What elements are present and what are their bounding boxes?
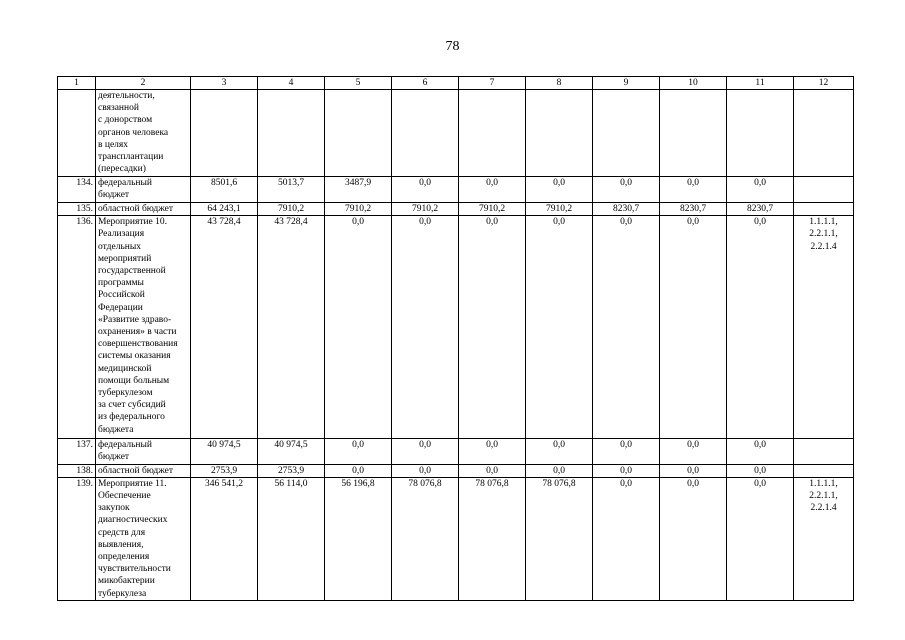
value-cell-col-4: 7910,2 [258, 203, 325, 216]
column-number-3: 3 [191, 77, 258, 90]
value-cell-col-4: 5013,7 [258, 177, 325, 203]
table-row [58, 439, 854, 464]
description-line: закупок [98, 503, 130, 514]
column-number-4: 4 [258, 77, 325, 90]
indicator-code: 2.2.1.1, [809, 229, 838, 240]
description-line: Мероприятие 10. [98, 217, 168, 228]
value-cell-col-7: 78 076,8 [459, 477, 526, 600]
table-row [58, 216, 854, 439]
value-cell-col-5: 0,0 [325, 464, 392, 477]
value-cell-col-3: 43 728,4 [191, 216, 258, 439]
description-line: диагностических [98, 515, 168, 526]
description-line: с донорством [98, 115, 153, 126]
column-number-10: 10 [660, 77, 727, 90]
value-cell-col-10 [660, 90, 727, 177]
value-cell-col-11: 8230,7 [727, 203, 794, 216]
description-line: выявления, [98, 539, 144, 550]
description-line: за счет субсидий [98, 400, 166, 411]
value-cell-col-6 [392, 90, 459, 177]
description-line: Федерации [98, 302, 143, 313]
description-line: бюджет [98, 190, 130, 201]
description-line: Российской [98, 290, 145, 301]
value-cell-col-11: 0,0 [727, 464, 794, 477]
description-line: охранения» в части [98, 327, 177, 338]
value-cell-col-4 [258, 90, 325, 177]
value-cell-col-6: 0,0 [392, 216, 459, 439]
value-cell-col-7: 0,0 [459, 464, 526, 477]
column-number-5: 5 [325, 77, 392, 90]
value-cell-col-6: 0,0 [392, 464, 459, 477]
column-number-6: 6 [392, 77, 459, 90]
row-description [96, 477, 191, 600]
description-line: бюджет [98, 452, 130, 463]
value-cell-col-9: 0,0 [593, 439, 660, 464]
table-row [58, 477, 854, 600]
budget-table [57, 76, 854, 601]
column-number-12: 12 [794, 77, 854, 90]
value-cell-col-5: 3487,9 [325, 177, 392, 203]
table-row [58, 90, 854, 177]
value-cell-col-3: 64 243,1 [191, 203, 258, 216]
value-cell-col-9: 8230,7 [593, 203, 660, 216]
description-line: Мероприятие 11. [98, 478, 167, 489]
target-indicator-codes [794, 216, 854, 439]
value-cell-col-7: 7910,2 [459, 203, 526, 216]
description-line: совершенствования [98, 339, 178, 350]
indicator-code: 1.1.1.1, [809, 217, 838, 228]
row-number: 135. [58, 203, 96, 216]
value-cell-col-8: 7910,2 [526, 203, 593, 216]
description-line: областной бюджет [98, 204, 174, 214]
value-cell-col-10: 0,0 [660, 177, 727, 203]
value-cell-col-8: 0,0 [526, 464, 593, 477]
value-cell-col-8: 0,0 [526, 216, 593, 439]
value-cell-col-10: 0,0 [660, 477, 727, 600]
value-cell-col-5: 0,0 [325, 216, 392, 439]
value-cell-col-11: 0,0 [727, 477, 794, 600]
value-cell-col-3: 40 974,5 [191, 439, 258, 464]
description-line: (пересадки) [98, 164, 146, 175]
value-cell-col-3: 2753,9 [191, 464, 258, 477]
target-indicator-codes [794, 90, 854, 177]
description-line: системы оказания [98, 351, 171, 362]
description-line: Реализация [98, 229, 145, 240]
value-cell-col-4: 2753,9 [258, 464, 325, 477]
description-line: органов человека [98, 127, 169, 138]
value-cell-col-4: 56 114,0 [258, 477, 325, 600]
description-line: федеральный [98, 440, 152, 451]
row-number [58, 90, 96, 177]
value-cell-col-5: 7910,2 [325, 203, 392, 216]
description-line: связанной [98, 103, 139, 114]
column-number-2: 2 [96, 77, 191, 90]
value-cell-col-6: 78 076,8 [392, 477, 459, 600]
description-line: государственной [98, 266, 166, 277]
row-number: 136. [58, 216, 96, 439]
target-indicator-codes [794, 203, 854, 216]
description-line: помощи больным [98, 375, 170, 386]
table-row [58, 203, 854, 216]
column-number-7: 7 [459, 77, 526, 90]
description-line: средств для [98, 527, 146, 538]
value-cell-col-4: 43 728,4 [258, 216, 325, 439]
description-line: бюджета [98, 424, 134, 435]
value-cell-col-10: 0,0 [660, 216, 727, 439]
indicator-code: 2.2.1.1, [809, 491, 838, 502]
table-row [58, 464, 854, 477]
description-line: «Развитие здраво- [98, 314, 172, 325]
value-cell-col-3: 8501,6 [191, 177, 258, 203]
value-cell-col-11: 0,0 [727, 177, 794, 203]
column-number-row [58, 77, 854, 90]
value-cell-col-7: 0,0 [459, 177, 526, 203]
indicator-code: 2.2.1.4 [810, 241, 837, 252]
value-cell-col-3 [191, 90, 258, 177]
description-line: определения [98, 552, 150, 563]
value-cell-col-8 [526, 90, 593, 177]
row-description [96, 439, 191, 464]
row-description [96, 216, 191, 439]
value-cell-col-7: 0,0 [459, 216, 526, 439]
value-cell-col-5 [325, 90, 392, 177]
column-number-8: 8 [526, 77, 593, 90]
value-cell-col-9: 0,0 [593, 477, 660, 600]
target-indicator-codes [794, 464, 854, 477]
page-number: 78 [445, 39, 460, 54]
description-line: чувствительности [98, 564, 171, 575]
description-line: областной бюджет [98, 465, 174, 476]
column-number-11: 11 [727, 77, 794, 90]
value-cell-col-11 [727, 90, 794, 177]
value-cell-col-3: 346 541,2 [191, 477, 258, 600]
table-row [58, 177, 854, 203]
value-cell-col-5: 56 196,8 [325, 477, 392, 600]
column-number-9: 9 [593, 77, 660, 90]
value-cell-col-9: 0,0 [593, 464, 660, 477]
row-number: 137. [58, 439, 96, 464]
description-line: мероприятий [98, 253, 152, 264]
value-cell-col-7: 0,0 [459, 439, 526, 464]
row-description [96, 90, 191, 177]
description-line: микобактерии [98, 576, 155, 587]
description-line: программы [98, 278, 144, 289]
value-cell-col-8: 0,0 [526, 439, 593, 464]
value-cell-col-6: 7910,2 [392, 203, 459, 216]
value-cell-col-6: 0,0 [392, 177, 459, 203]
row-number: 138. [58, 464, 96, 477]
value-cell-col-10: 0,0 [660, 439, 727, 464]
description-line: медицинской [98, 363, 152, 374]
indicator-code: 2.2.1.4 [810, 503, 837, 514]
row-number: 139. [58, 477, 96, 600]
value-cell-col-10: 0,0 [660, 464, 727, 477]
value-cell-col-8: 0,0 [526, 177, 593, 203]
description-line: деятельности, [98, 91, 155, 101]
value-cell-col-6: 0,0 [392, 439, 459, 464]
row-description [96, 203, 191, 216]
description-line: трансплантации [98, 152, 164, 163]
value-cell-col-7 [459, 90, 526, 177]
description-line: из федерального [98, 412, 165, 423]
value-cell-col-10: 8230,7 [660, 203, 727, 216]
value-cell-col-9 [593, 90, 660, 177]
value-cell-col-11: 0,0 [727, 439, 794, 464]
value-cell-col-9: 0,0 [593, 216, 660, 439]
column-number-1: 1 [58, 77, 96, 90]
value-cell-col-8: 78 076,8 [526, 477, 593, 600]
description-line: Обеспечение [98, 491, 151, 502]
target-indicator-codes [794, 477, 854, 600]
value-cell-col-9: 0,0 [593, 177, 660, 203]
indicator-code: 1.1.1.1, [809, 478, 838, 489]
target-indicator-codes [794, 439, 854, 464]
description-line: туберкулеза [98, 588, 147, 599]
row-description [96, 177, 191, 203]
value-cell-col-5: 0,0 [325, 439, 392, 464]
description-line: в целях [98, 139, 129, 150]
description-line: отдельных [98, 241, 141, 252]
description-line: федеральный [98, 178, 152, 188]
row-description [96, 464, 191, 477]
target-indicator-codes [794, 177, 854, 203]
row-number: 134. [58, 177, 96, 203]
value-cell-col-11: 0,0 [727, 216, 794, 439]
description-line: туберкулезом [98, 388, 153, 399]
value-cell-col-4: 40 974,5 [258, 439, 325, 464]
